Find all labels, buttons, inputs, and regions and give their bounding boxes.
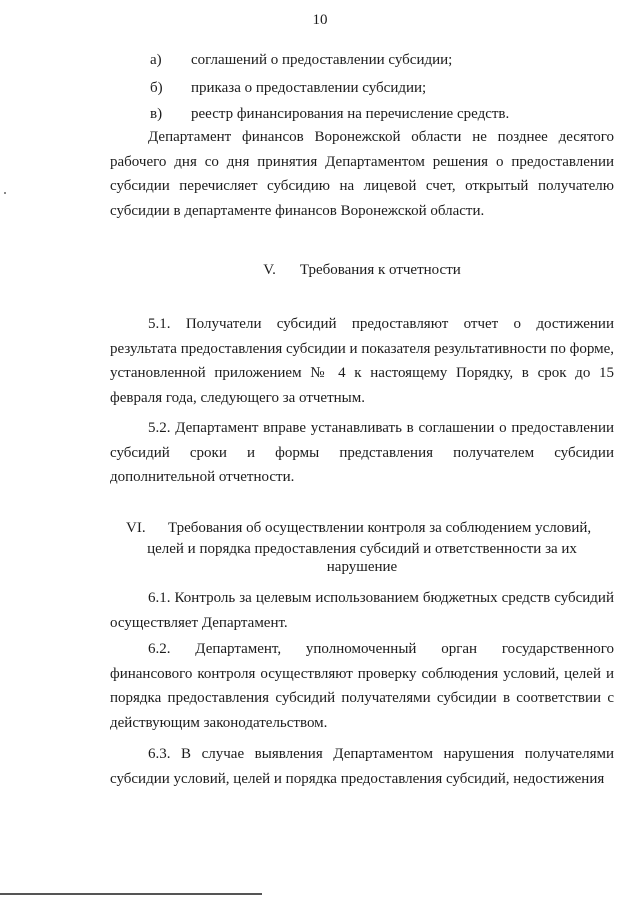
bottom-edge-rule [0,893,262,895]
paragraph-6-2: 6.2. Департамент, уполномоченный орган государственного финансового контроля осуществляют проверку соблюдения условий, целей и порядка предоставления субсидий получателями субсидии в соответствии с действующим законодательством. [110,641,614,731]
paragraph-5-2: 5.2. Департамент вправе устанавливать в соглашении о предоставлении субсидий сроки и формы представления получателем субсидии дополнительной отчетности. [110,420,614,485]
section-number: VI. [126,520,146,536]
section-vi-line: нарушение [326,559,398,575]
paragraph-6-1: 6.1. Контроль за целевым использованием бюджетных средств субсидий осуществляет Департамент. [110,590,614,631]
paragraph-5-1: 5.1. Получатели субсидий предоставляют отчет о достижении результата предоставления субсидии и показателя результативности по форме, установленной приложением № 4 к настоящему Порядку, в срок до 15 февраля года, следующего за отчетным. [110,316,614,406]
list-item-text: соглашений о предоставлении субсидии; [191,52,453,68]
section-title: Требования к отчетности [299,262,461,278]
list-item [150,78,426,98]
scan-speck [4,192,6,194]
section-number: V. [263,262,276,278]
list-item-text: реестр финансирования на перечисление средств. [191,106,510,122]
list-marker: б) [150,80,163,96]
list-item-text: приказа о предоставлении субсидии; [191,80,427,96]
list-marker: а) [150,52,162,68]
list-item [150,50,452,70]
section-vi-line [126,518,596,538]
list-marker: в) [150,106,163,122]
section-vi-line: целей и порядка предоставления субсидий и ответственности за их [147,541,577,557]
paragraph-6-3: 6.3. В случае выявления Департаментом нарушения получателями субсидии условий, целей и порядка предоставления субсидий, недостижения [110,746,614,787]
section-v-heading [110,260,614,280]
list-item [150,104,509,124]
page-number: 10 [312,12,328,28]
section-title-line: Требования об осуществлении контроля за соблюдением условий, [168,520,592,536]
paragraph-finance-department: Департамент финансов Воронежской области не позднее десятого рабочего дня со дня принятия Департаментом решения о предоставлении субсидии перечисляет субсидию на лицевой счет, открытый получателю субсидии в департаменте финансов Воронежской области. [110,129,614,219]
